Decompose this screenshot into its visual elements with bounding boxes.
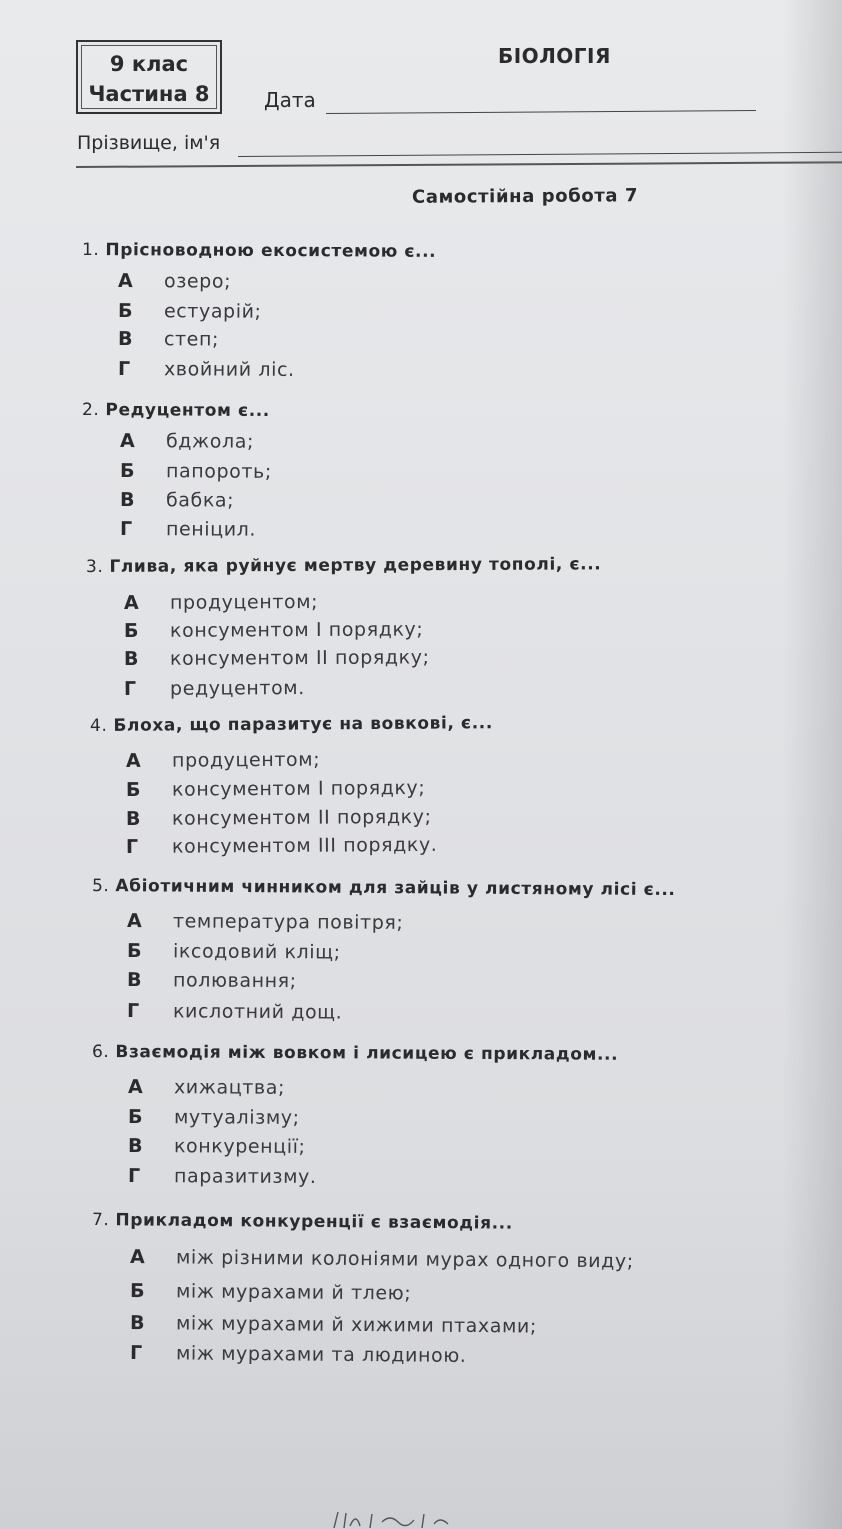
question-7-option[interactable] (130, 1342, 467, 1367)
question-number: 3. (85, 556, 104, 577)
option-letter: А (123, 591, 139, 614)
question-text: Прикладом конкуренції є взаємодія... (115, 1210, 513, 1234)
question-5-option[interactable] (127, 1000, 343, 1024)
name-field-line[interactable] (238, 152, 842, 157)
option-letter: А (126, 910, 142, 933)
option-text: бджола; (165, 430, 255, 453)
question-text: Взаємодія між вовком і лисицею є прикладом... (115, 1042, 619, 1065)
option-letter: В (117, 328, 133, 351)
question-6-stem (92, 1042, 618, 1065)
part-label: Частина 8 (88, 82, 210, 106)
question-2-option[interactable] (120, 460, 272, 483)
option-letter: Г (125, 835, 139, 858)
option-letter: Г (119, 518, 133, 541)
question-text: Глива, яка руйнує мертву деревину тополі, є... (109, 554, 602, 577)
option-text: бабка; (165, 489, 235, 512)
option-text: конкуренції; (173, 1135, 306, 1158)
option-text: степ; (163, 328, 220, 351)
question-number: 7. (91, 1210, 110, 1231)
question-2-stem (82, 400, 270, 421)
option-text: продуцентом; (169, 590, 319, 614)
option-text: хижацтва; (173, 1076, 286, 1099)
option-text: естуарій; (163, 300, 262, 323)
option-text: між різними колоніями мурах одного виду; (175, 1246, 634, 1273)
option-text: продуцентом; (171, 748, 321, 772)
question-5-option[interactable] (127, 969, 297, 992)
question-6-option[interactable] (128, 1076, 285, 1099)
option-letter: А (119, 430, 135, 453)
option-letter: Г (127, 1165, 141, 1188)
question-text: Блоха, що паразитує на вовкові, є... (113, 713, 493, 736)
question-number: 6. (91, 1042, 110, 1063)
option-text: консументом ІІ порядку; (169, 646, 430, 670)
option-text: полювання; (172, 969, 297, 993)
option-text: папороть; (165, 460, 272, 483)
question-number: 4. (89, 715, 108, 736)
question-2-option[interactable] (120, 430, 254, 453)
option-text: консументом ІІ порядку; (171, 805, 432, 830)
date-label: Дата (264, 88, 316, 112)
question-number: 2. (81, 400, 100, 421)
option-letter: Б (129, 1280, 145, 1303)
question-1-option[interactable] (118, 328, 219, 351)
option-letter: Б (117, 300, 133, 323)
option-letter: Б (123, 619, 139, 642)
option-letter: Г (123, 677, 137, 700)
question-2-option[interactable] (120, 489, 234, 512)
question-6-option[interactable] (128, 1106, 300, 1129)
option-text: між мурахами та людиною. (175, 1342, 467, 1367)
question-1-option[interactable] (118, 300, 262, 323)
option-letter: А (129, 1246, 145, 1269)
option-letter: В (119, 489, 135, 512)
question-4-option[interactable] (126, 777, 426, 801)
option-letter: Г (117, 358, 131, 381)
question-number: 5. (91, 876, 110, 897)
option-letter: А (117, 270, 133, 293)
option-text: консументом ІІІ порядку. (171, 833, 438, 858)
option-letter: В (123, 647, 139, 670)
question-5-stem (92, 876, 676, 900)
question-4-option[interactable] (126, 834, 438, 858)
question-number: 1. (81, 240, 100, 261)
option-letter: В (129, 1312, 145, 1335)
option-letter: Б (125, 778, 141, 801)
option-letter: Б (119, 460, 135, 483)
header-divider (76, 161, 842, 168)
question-1-option[interactable] (118, 358, 295, 381)
handwritten-marks (330, 1508, 490, 1529)
option-letter: В (125, 807, 141, 830)
question-5-option[interactable] (127, 910, 404, 934)
question-4-option[interactable] (126, 749, 320, 772)
option-text: іксодовий кліщ; (172, 940, 341, 964)
question-text: Прісноводною екосистемою є... (105, 240, 437, 262)
question-3-option[interactable] (124, 618, 423, 642)
question-7-option[interactable] (130, 1312, 537, 1338)
question-text: Редуцентом є... (105, 400, 270, 421)
question-7-option[interactable] (130, 1246, 634, 1272)
option-letter: Г (126, 1000, 140, 1023)
option-text: пеніцил. (165, 518, 257, 541)
option-text: температура повітря; (172, 910, 404, 934)
option-letter: В (127, 1135, 143, 1158)
grade-part-box (76, 40, 222, 114)
option-text: кислотний дощ. (172, 1000, 343, 1024)
question-2-option[interactable] (120, 518, 256, 541)
question-6-option[interactable] (128, 1135, 306, 1158)
option-letter: А (125, 749, 141, 772)
option-text: мутуалізму; (173, 1106, 300, 1129)
question-3-stem (86, 554, 601, 577)
question-6-option[interactable] (128, 1165, 317, 1188)
question-7-stem (92, 1210, 513, 1234)
question-1-option[interactable] (118, 270, 231, 293)
option-text: паразитизму. (173, 1165, 317, 1188)
question-7-option[interactable] (130, 1280, 412, 1304)
option-text: озеро; (163, 270, 232, 293)
option-text: консументом І порядку; (171, 776, 426, 801)
question-5-option[interactable] (127, 940, 341, 963)
option-letter: Б (127, 1106, 143, 1129)
option-letter: Б (126, 940, 142, 963)
work-title: Самостійна робота 7 (411, 185, 639, 208)
question-1-stem (82, 240, 436, 262)
question-3-option[interactable] (124, 591, 318, 614)
option-text: хвойний ліс. (163, 358, 295, 381)
option-letter: Г (129, 1342, 143, 1365)
question-3-option[interactable] (124, 677, 305, 700)
question-4-option[interactable] (126, 806, 432, 830)
option-text: між мурахами й хижими птахами; (175, 1312, 538, 1338)
question-3-option[interactable] (124, 646, 430, 670)
question-text: Абіотичним чинником для зайців у листяному лісі є... (115, 876, 676, 901)
subject-title: БІОЛОГІЯ (498, 44, 611, 68)
option-text: редуцентом. (169, 677, 305, 700)
date-field-line[interactable] (326, 110, 756, 114)
name-label: Прізвище, ім'я (77, 132, 221, 154)
option-letter: А (127, 1076, 143, 1099)
question-4-stem (90, 713, 493, 736)
option-letter: В (126, 969, 142, 992)
grade-label: 9 клас (109, 52, 189, 76)
option-text: консументом І порядку; (169, 618, 424, 642)
option-text: між мурахами й тлею; (175, 1280, 412, 1305)
